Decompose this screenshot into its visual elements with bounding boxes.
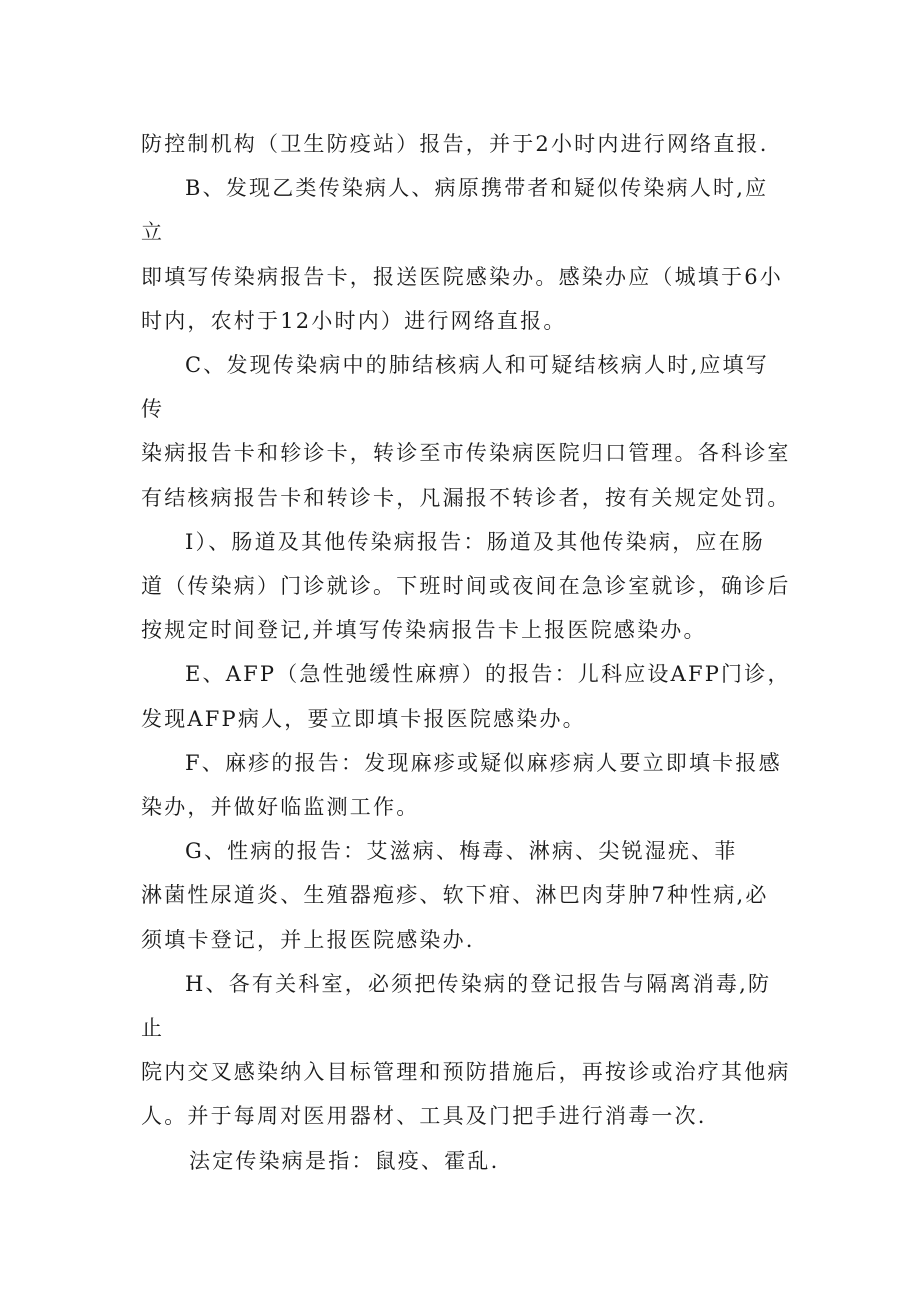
paragraph-b: B、发现乙类传染病人、病原携带者和疑似传染病人时,应立 即填写传染病报告卡，报送医院感染办。感染办应（城填于6小 时内，农村于12小时内）进行网络直报。 <box>141 176 783 333</box>
paragraph-f: F、麻疹的报告：发现麻疹或疑似麻疹病人要立即填卡报感 染办，并做好临监测工作。 <box>141 750 782 820</box>
paragraph-d: I）、肠道及其他传染病报告：肠道及其他传染病，应在肠 道（传染病）门诊就诊。下班时间或夜间在急诊室就诊，确诊后 按规定时间登记,并填写传染病报告卡上报医院感染办。 <box>141 529 791 643</box>
paragraph-h: H、各有关科室，必须把传染病的登记报告与隔离消毒,防止 院内交叉感染纳入目标管理和预防措施后，再按诊或治疗其他病 人。并于每周对医用器材、工具及门把手进行消毒一次. <box>141 971 791 1129</box>
paragraph-legal-diseases: 法定传染病是指：鼠疫、霍乱. <box>189 1148 500 1173</box>
paragraph-c: C、发现传染病中的肺结核病人和可疑结核病人时,应填写传 染病报告卡和轸诊卡，转诊至市传染病医院归口管理。各科诊室 有结核病报告卡和转诊卡，凡漏报不转诊者，按有关规定处罚。 <box>141 353 791 510</box>
paragraph-continuation: 防控制机构（卫生防疫站）报告，并于2小时内进行网络直报. <box>141 132 769 156</box>
document-body <box>141 122 791 1183</box>
paragraph-g: G、性病的报告：艾滋病、梅毒、淋病、尖锐湿疣、菲 淋菌性尿道炎、生殖器疱疹、软下疳、淋巴肉芽肿7种性病,必 须填卡登记，并上报医院感染办. <box>141 839 769 952</box>
paragraph-e: E、AFP（急性弛缓性麻痹）的报告：儿科应设AFP门诊， 发现AFP病人，要立即填卡报医院感染办。 <box>141 662 791 731</box>
